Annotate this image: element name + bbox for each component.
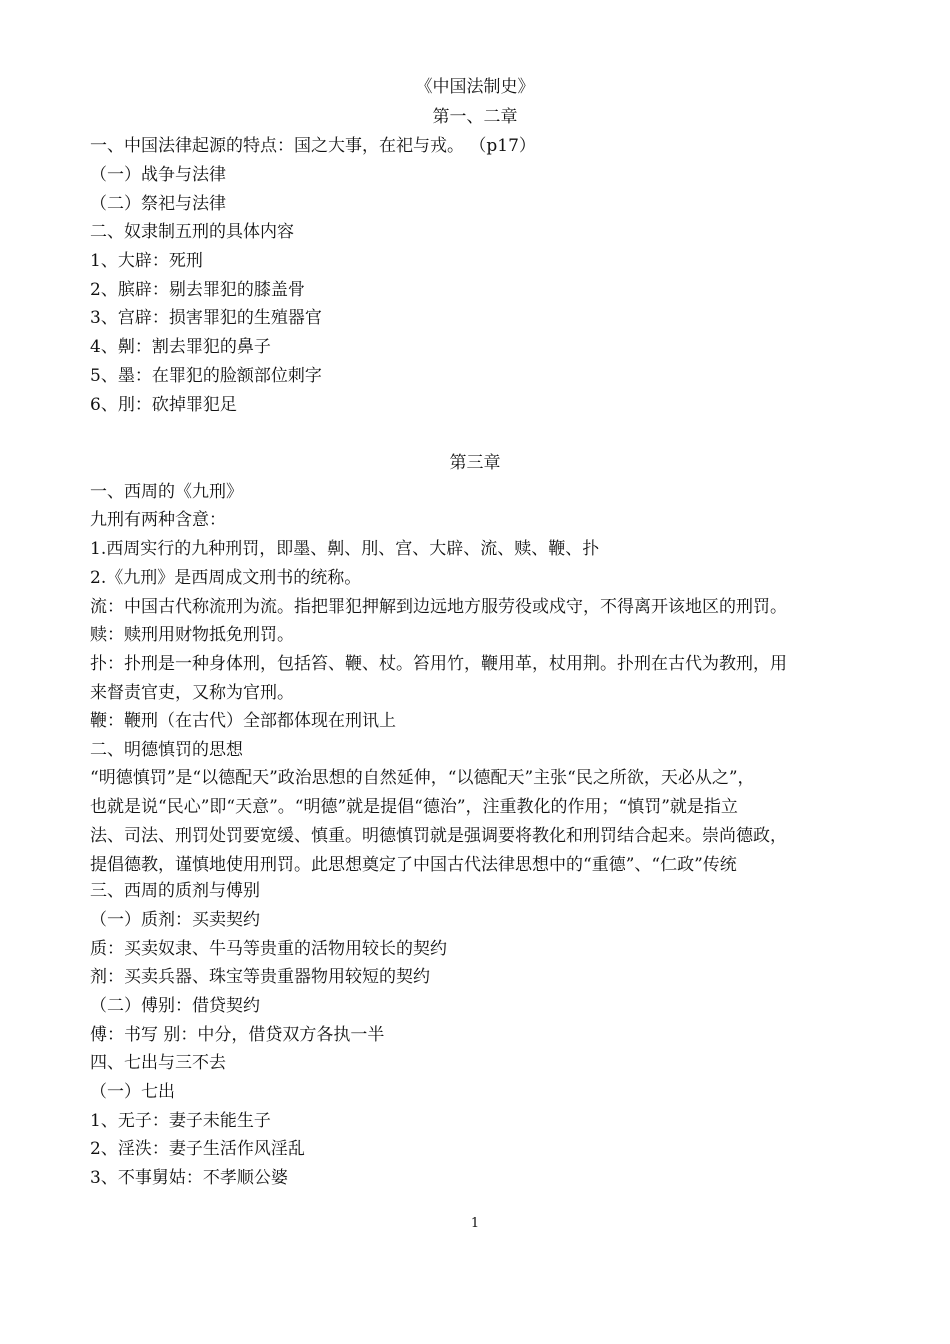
list-item: 1、无子：妻子未能生子 [90, 1111, 271, 1131]
paragraph-line: 提倡德教，谨慎地使用刑罚。此思想奠定了中国古代法律思想中的“重德”、“仁政”传统 [90, 855, 737, 875]
paragraph-line: “明德慎罚”是“以德配天”政治思想的自然延伸，“以德配天”主张“民之所欲，天必从之”， [90, 768, 755, 788]
definition-shu: 赎：赎刑用财物抵免刑罚。 [90, 625, 294, 645]
list-item: 3、不事舅姑：不孝顺公婆 [90, 1168, 288, 1188]
definition-pu-line2: 来督责官吏，又称为官刑。 [90, 683, 294, 703]
definition-liu: 流：中国古代称流刑为流。指把罪犯押解到边远地方服劳役或戍守，不得离开该地区的刑罚。 [90, 597, 787, 617]
definition-pu-line1: 扑：扑刑是一种身体刑，包括笞、鞭、杖。笞用竹，鞭用革，杖用荆。扑刑在古代为教刑，用 [90, 654, 787, 674]
subsection-qichu: （一）七出 [90, 1082, 175, 1102]
paragraph-line: 也就是说“民心”即“天意”。“明德”就是提倡“德治”，注重教化的作用；“慎罚”就是指立 [90, 797, 738, 817]
list-item: 5、墨：在罪犯的脸额部位刺字 [90, 366, 322, 386]
list-item: 2、膑辟：剔去罪犯的膝盖骨 [90, 280, 305, 300]
subsection-fubie: （二）傅别：借贷契约 [90, 996, 260, 1016]
definition-bian: 鞭：鞭刑（在古代）全部都体现在刑讯上 [90, 711, 396, 731]
section-heading-nine-punishments: 一、西周的《九刑》 [90, 482, 243, 502]
paragraph-line: 2.《九刑》是西周成文刑书的统称。 [90, 568, 362, 588]
paragraph-line: 九刑有两种含意： [90, 510, 226, 530]
chapter-heading-3: 第三章 [449, 453, 501, 473]
definition-zhi: 质：买卖奴隶、牛马等贵重的活物用较长的契约 [90, 939, 447, 959]
subsection-sacrifice-law: （二）祭祀与法律 [90, 194, 226, 214]
paragraph-line: 法、司法、刑罚处罚要宽缓、慎重。明德慎罚就是强调要将教化和刑罚结合起来。崇尚德政， [90, 826, 787, 846]
subsection-zhiji: （一）质剂：买卖契约 [90, 910, 260, 930]
paragraph-line: 1.西周实行的九种刑罚，即墨、劓、刖、宫、大辟、流、赎、鞭、扑 [90, 539, 600, 559]
section-heading-mingde: 二、明德慎罚的思想 [90, 740, 243, 760]
section-heading-origin: 一、中国法律起源的特点：国之大事，在祀与戎。 （p17） [90, 136, 536, 156]
section-heading-qichu: 四、七出与三不去 [90, 1053, 226, 1073]
document-title: 《中国法制史》 [415, 77, 535, 97]
definition-ji: 剂：买卖兵器、珠宝等贵重器物用较短的契约 [90, 967, 430, 987]
section-heading-five-punishments: 二、奴隶制五刑的具体内容 [90, 222, 294, 242]
chapter-heading-1-2: 第一、二章 [432, 107, 518, 127]
section-heading-zhiji-fubie: 三、西周的质剂与傅别 [90, 881, 260, 901]
list-item: 2、淫泆：妻子生活作风淫乱 [90, 1139, 305, 1159]
definition-fubie: 傅：书写 别：中分，借贷双方各执一半 [90, 1025, 385, 1045]
page-number: 1 [470, 1216, 480, 1231]
subsection-war-law: （一）战争与法律 [90, 165, 226, 185]
list-item: 1、大辟：死刑 [90, 251, 203, 271]
paragraph-mingde [90, 764, 880, 880]
list-item: 4、劓：割去罪犯的鼻子 [90, 337, 271, 357]
list-item: 6、刖：砍掉罪犯足 [90, 395, 237, 415]
list-item: 3、宫辟：损害罪犯的生殖器官 [90, 308, 322, 328]
